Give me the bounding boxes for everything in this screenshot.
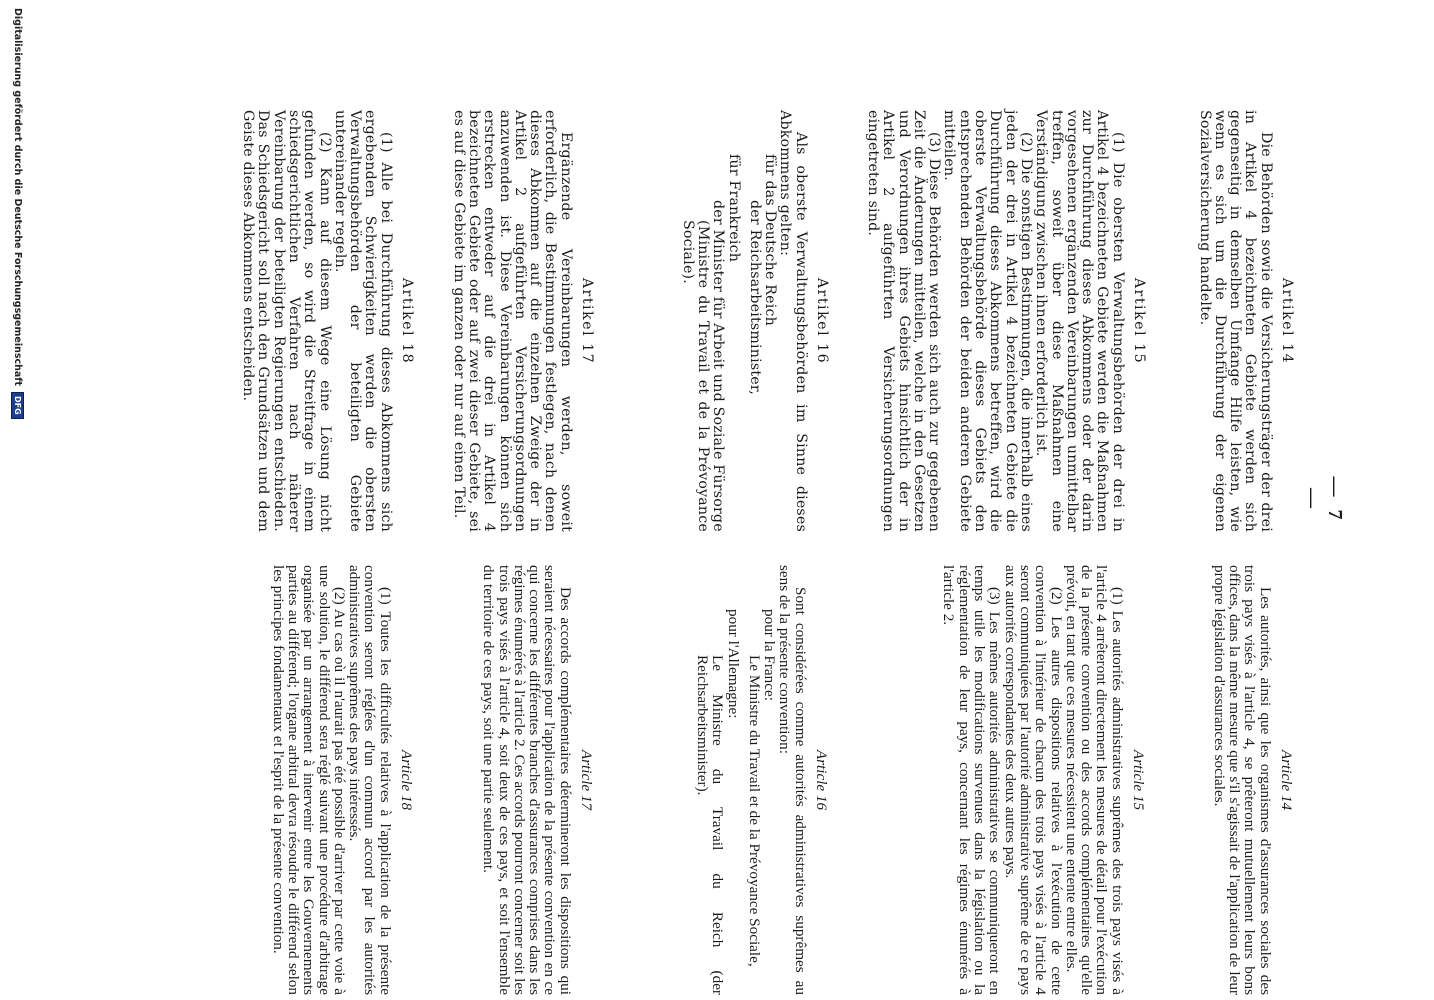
paragraph: Sont considérées comme autorités administratives suprêmes au sens de la présente convention: (776, 565, 809, 995)
article-heading: Article 14 (1278, 749, 1295, 811)
french-article-17 (481, 565, 594, 995)
paragraph: Die Behörden sowie die Versicherungsträger der drei in Artikel 4 bezeichneten Gebiete werden sich gegenseitig in demselben Umfange Hilfe leisten, wie wenn es sich um die Durchführung der eigenen Sozialversicherung handelte. (1196, 110, 1274, 532)
signatory-minister-french: (Ministre du Travail et de la Prévoyance Sociale). (679, 220, 711, 532)
paragraph: Als oberste Verwaltungsbehörden im Sinne dieses Abkommens gelten: (777, 110, 809, 532)
article-heading: Artikel 15 (1131, 277, 1147, 365)
paragraph: (2) Kann auf diesem Wege eine Lösung nicht gefunden werden, so wird die Streitfrage in einem schiedsgerichtlichen Verfahren nach näherer Vereinbarung der beteiligten Regierungen entschieden. Das Schiedsgericht soll nach den Grundsätzen und dem Geiste dieses Abkommens entscheiden. (240, 110, 333, 532)
german-article-18 (240, 110, 414, 532)
german-article-16 (679, 110, 829, 532)
article-heading: Artikel 14 (1279, 277, 1295, 365)
paragraph: (2) Au cas où il n'aurait pas été possible d'arriver par cette voie à une solution, le différend sera réglé suivant une procédure d'arbitrage organisée par un arrangement à intervenir entre les Gouvernements parties au différend; l'organe arbitral devra résoudre le différend selon les principes fondamentaux et l'esprit de la présente convention. (269, 565, 348, 995)
paragraph: (3) Les mêmes autorités administratives se communiqueront en temps utile les modifications survenues dans la législation ou la réglementation de leur pays, concernant les régimes énumérés à l'article 2. (940, 565, 1004, 995)
paragraph: (1) Toutes les difficultés relatives à l'application de la présente convention seront réglées d'un commun accord par les autorités administratives suprêmes des pays intéressés. (346, 565, 394, 995)
paragraph: (1) Die obersten Verwaltungsbehörden der drei in Artikel 4 bezeichneten Gebiete werden die Maßnahmen zur Durchführung dieses Abkommens oder der darin vorgesehenen ergänzenden Vereinbarungen unmittelbar treffen, soweit über diese Maßnahmen eine Verständigung zwischen ihnen erforderlich ist. (1033, 110, 1126, 532)
paragraph: (1) Alle bei Durchführung dieses Abkommens sich ergebenden Schwierigkeiten werden die obersten Verwaltungsbehörden der beteiligten Gebiete untereinander regeln. (331, 110, 394, 532)
article-heading: Artikel 16 (814, 277, 830, 365)
french-article-18 (270, 565, 414, 995)
paragraph: Ergänzende Vereinbarungen werden, soweit erforderlich, die Bestimmungen festlegen, nach denen dieses Abkommen auf die einzelnen Zweige der in Artikel 2 aufgeführten Versicherungsordnungen anzuwenden ist. Diese Vereinbarungen können sich erstrecken entweder auf die drei in Artikel 4 bezeichneten Gebiete oder auf zwei dieser Gebiete, sei es auf diese Gebiete im ganzen oder nur auf einen Teil. (450, 110, 574, 532)
article-heading: Artikel 17 (579, 277, 595, 365)
digitization-footer (11, 8, 24, 998)
signatory-minister: der Minister für Arbeit und Soziale Fürsorge (710, 200, 727, 532)
signatory-minister: Le Ministre du Travail du Reich (der Reichsarbeitsminister). (693, 655, 727, 995)
signatory-minister: Le Ministre du Travail et de la Prévoyance Sociale, (745, 655, 763, 967)
signatory-minister: der Reichsarbeitsminister, (746, 200, 763, 395)
signatory-country: für das Deutsche Reich (762, 154, 779, 326)
paragraph: Des accords complémentaires détermineront les dispositions qui seraient nécessaires pour l'application de la présente convention en ce qui concerne les différentes branches d'assurances comprises dans les régimes énumérés à l'article 2. Ces accords pourront concerner soit les trois pays visés à l'article 4, soit deux de ces pays, et soit l'ensemble du territoire de ces pays, soit une partie seulement. (480, 565, 574, 995)
dfg-logo-icon: DFG (11, 392, 24, 419)
paragraph: Les autorités, ainsi que les organismes d'assurances sociales des trois pays visés à l'article 4, se prêteront mutuellement leurs bons offices, dans la même mesure que s'il s'agissait de l'application de leur propre législation d'assurances sociales. (1210, 565, 1274, 995)
signatory-country: pour la France: (761, 609, 779, 701)
signatory-country: pour l'Allemagne: (724, 609, 742, 719)
article-heading: Article 16 (813, 749, 830, 811)
paragraph: (1) Les autorités administratives suprêmes des trois pays visés à l'article 4 arrêteront directement les mesures de détail pour l'exécution de la présente convention ou des accords complémentaires qu'elle prévoit, en tant que ces mesures nécessitent une entente entre elles. (1062, 565, 1126, 995)
french-article-16 (695, 565, 829, 995)
french-article-15 (941, 565, 1146, 995)
article-heading: Article 18 (398, 749, 415, 811)
german-article-15 (865, 110, 1146, 532)
paragraph: (2) Les autres dispositions relatives à l'exécution de cette convention à l'intérieur de chacun des trois pays visés à l'article 4 seront communiquées par l'autorité administrative suprême de ce pays aux autorités correspondantes des deux autres pays. (1001, 565, 1065, 995)
german-article-17 (450, 110, 594, 532)
signatory-country: für Frankreich (725, 154, 742, 263)
footer-text: Digitalisierung gefördert durch die Deutsche Forschungsgemeinschaft (12, 8, 23, 386)
paragraph: (2) Die sonstigen Bestimmungen, die innerhalb eines jeden der drei in Artikel 4 bezeichneten Gebiete die Durchführung dieses Abkommens betreffen, wird die oberste Verwaltungsbehörde dieses Gebiets den entsprechenden Behörden der beiden anderen Gebiete mitteilen. (941, 110, 1034, 532)
german-article-14 (1196, 110, 1294, 532)
article-heading: Artikel 18 (399, 277, 415, 365)
page-number: — 7 — (1301, 476, 1346, 524)
french-article-14 (1212, 565, 1294, 995)
paragraph: (3) Diese Behörden werden sich auch zur gegebenen Zeit die Änderungen mitteilen, welche in den Gesetzen und Verordnungen ihres Gebiets hinsichtlich der in Artikel 2 aufgeführten Versicherungsordnungen eingetreten sind. (864, 110, 943, 532)
article-heading: Article 17 (578, 749, 595, 811)
article-heading: Article 15 (1130, 749, 1147, 811)
